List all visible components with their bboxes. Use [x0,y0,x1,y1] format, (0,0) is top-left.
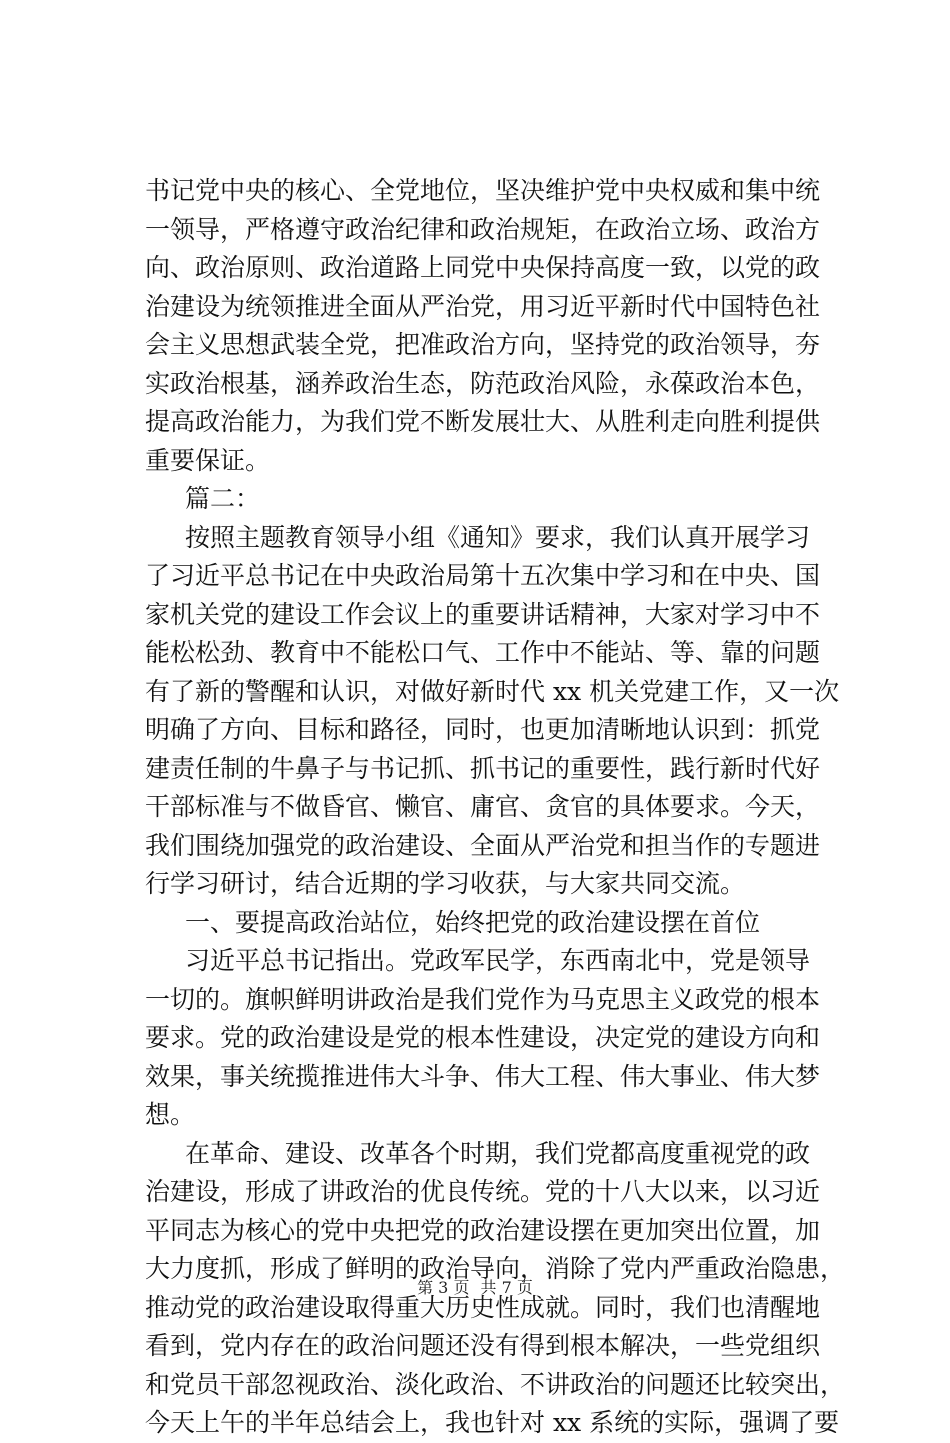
text-line: 在革命、建设、改革各个时期，我们党都高度重视党的政 [185,1138,811,1168]
text-line: 推动党的政治建设取得重大历史性成就。同时，我们也清醒地 [145,1292,821,1322]
text-line: 提高政治能力，为我们党不断发展壮大、从胜利走向胜利提供 [145,407,821,436]
text-line: 和党员干部忽视政治、淡化政治、不讲政治的问题还比较突出， [145,1369,846,1399]
text-line: 了习近平总书记在中央政治局第十五次集中学习和在中央、国 [145,561,821,590]
text-line: 治建设为统领推进全面从严治党，用习近平新时代中国特色社 [145,291,821,321]
page-total: 共 7 页 [480,1278,533,1297]
text-line: 一切的。旗帜鲜明讲政治是我们党作为马克思主义政党的根本 [145,984,821,1014]
paragraph [145,172,821,480]
text-line: 建责任制的牛鼻子与书记抓、抓书记的重要性，践行新时代好 [145,753,821,783]
text-line: 按照主题教育领导小组《通知》要求，我们认真开展学习 [185,522,811,552]
text-line: 向、政治原则、政治道路上同党中央保持高度一致，以党的政 [145,253,821,282]
text-line: 想。 [145,1100,196,1129]
text-line: 重要保证。 [145,445,271,475]
page-number: 第 3 页 [417,1278,470,1297]
text-line: 习近平总书记指出。党政军民学，东西南北中，党是领导 [185,946,811,975]
text-line: 看到，党内存在的政治问题还没有得到根本解决，一些党组织 [145,1331,821,1360]
paragraph [145,942,821,1135]
text-line: 行学习研讨，结合近期的学习收获，与大家共同交流。 [145,869,746,898]
body-text [145,172,846,1443]
text-line: 干部标准与不做昏官、懒官、庸官、贪官的具体要求。今天， [145,792,821,821]
text-line: 能松松劲、教育中不能松口气、工作中不能站、等、靠的问题 [145,638,821,667]
text-line: 大力度抓，形成了鲜明的政治导向，消除了党内严重政治隐患， [145,1254,846,1283]
text-line: 会主义思想武装全党，把准政治方向，坚持党的政治领导，夯 [145,330,821,359]
text-line: 效果，事关统揽推进伟大斗争、伟大工程、伟大事业、伟大梦 [145,1061,821,1091]
text-line: 今天上午的半年总结会上，我也针对 xx 系统的实际，强调了要 [145,1408,840,1437]
text-line: 书记党中央的核心、全党地位，坚决维护党中央权威和集中统 [145,176,821,205]
text-line: 我们围绕加强党的政治建设、全面从严治党和担当作的专题进 [145,830,821,860]
text-line: 一、要提高政治站位，始终把党的政治建设摆在首位 [185,907,761,937]
text-line: 治建设，形成了讲政治的优良传统。党的十八大以来，以习近 [145,1177,821,1206]
text-line: 有了新的警醒和认识，对做好新时代 xx 机关党建工作，又一次 [145,676,840,706]
text-line: 一领导，严格遵守政治纪律和政治规矩，在政治立场、政治方 [145,214,821,244]
text-line: 实政治根基，涵养政治生态，防范政治风险，永葆政治本色， [145,368,821,398]
text-line: 篇二： [185,484,261,513]
paragraph [145,480,805,519]
text-line: 要求。党的政治建设是党的根本性建设，决定党的建设方向和 [145,1023,821,1052]
page-footer [0,1275,950,1298]
paragraph [145,904,805,943]
text-line: 平同志为核心的党中央把党的政治建设摆在更加突出位置，加 [145,1215,821,1245]
text-line: 家机关党的建设工作会议上的重要讲话精神，大家对学习中不 [145,599,821,629]
paragraph [145,519,840,904]
text-line: 明确了方向、目标和路径，同时，也更加清晰地认识到：抓党 [145,715,821,744]
